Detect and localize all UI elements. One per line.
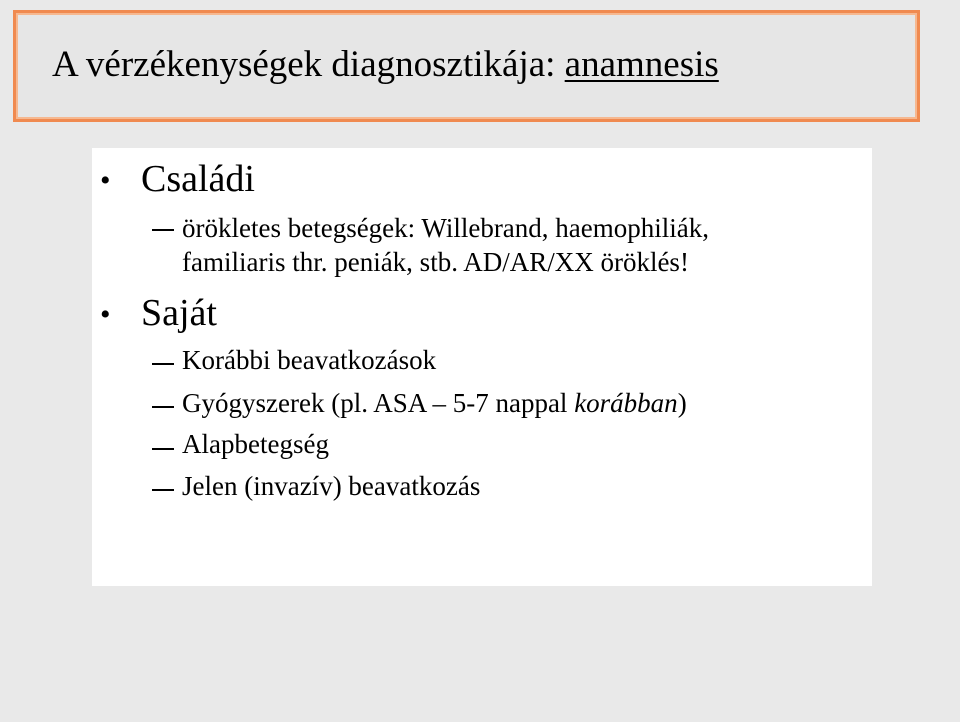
- title-prefix: A vérzékenységek diagnosztikája:: [52, 44, 565, 85]
- list-item: örökletes betegségek: Willebrand, haemophiliák,: [182, 213, 710, 243]
- bullet-dot: •: [100, 298, 111, 331]
- dash-marker: [152, 363, 174, 365]
- list-item: Alapbetegség: [182, 429, 329, 459]
- dash-marker: [152, 406, 174, 408]
- dash-marker: [152, 448, 174, 450]
- slide-title: [52, 46, 719, 83]
- list-item-continuation: familiaris thr. peniák, stb. AD/AR/XX öröklés!: [182, 247, 689, 277]
- list-item-italic: korábban: [574, 388, 678, 418]
- list-item-text-end: ): [677, 388, 687, 418]
- list-item-text: Gyógyszerek (pl. ASA – 5-7 nappal: [182, 388, 575, 418]
- section-heading-sajat: Saját: [141, 292, 217, 334]
- list-item: Korábbi beavatkozások: [182, 345, 437, 375]
- list-item: Jelen (invazív) beavatkozás: [182, 471, 481, 501]
- list-item: [182, 390, 687, 417]
- section-heading-csaladi: Családi: [141, 158, 255, 200]
- title-underlined: anamnesis: [564, 44, 719, 85]
- bullet-dot: •: [100, 164, 111, 197]
- dash-marker: [152, 229, 174, 231]
- dash-marker: [152, 489, 174, 491]
